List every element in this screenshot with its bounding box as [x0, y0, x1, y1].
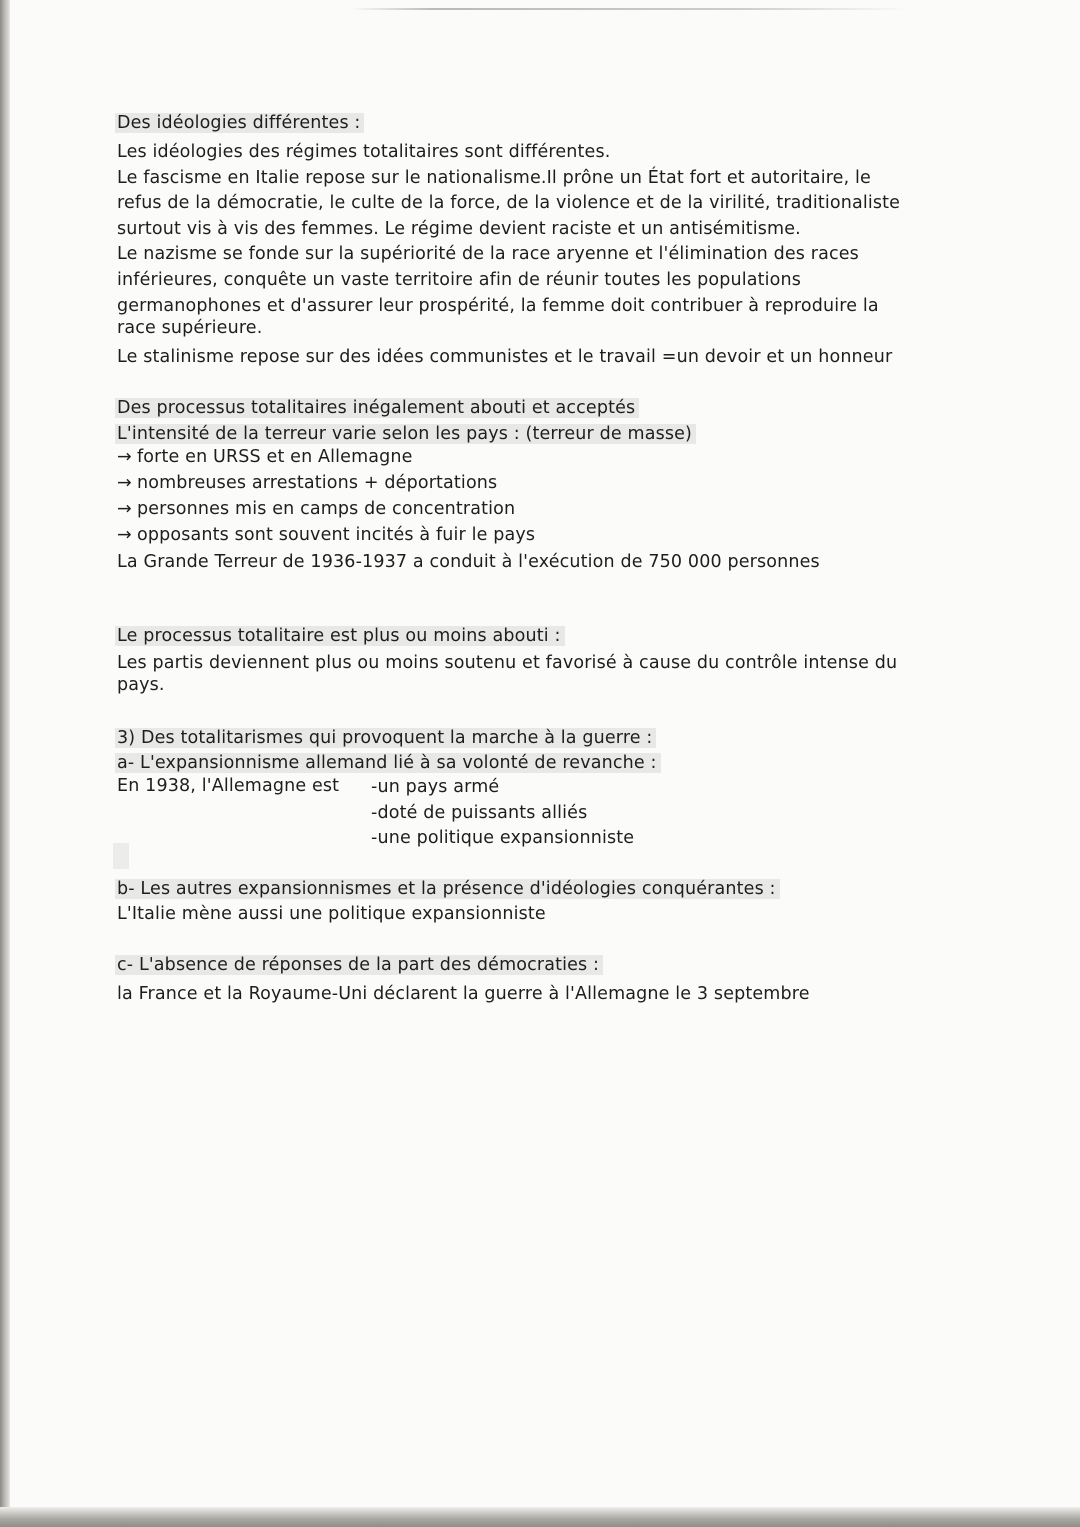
subsection-c-heading: [117, 953, 603, 977]
bullet-text: forte en URSS et en Allemagne: [137, 447, 413, 467]
heading-highlight: c- L'absence de réponses de la part des démocraties :: [115, 955, 603, 975]
bullet-text: nombreuses arrestations + déportations: [137, 473, 498, 493]
bullet-item: [117, 523, 535, 547]
arrow-icon: →: [117, 447, 132, 467]
list-item: -doté de puissants alliés: [371, 803, 588, 823]
section-ideologies-heading: [117, 111, 364, 135]
bullet-text: personnes mis en camps de concentration: [137, 499, 516, 519]
section-processus-intro: [117, 422, 696, 446]
subsection-b-heading: [117, 877, 780, 901]
heading-highlight: Des idéologies différentes :: [115, 113, 364, 133]
heading-highlight: Le processus totalitaire est plus ou moins abouti :: [115, 626, 565, 646]
arrow-icon: →: [117, 473, 132, 493]
list-item: -un pays armé: [371, 777, 500, 797]
bullet-item: [117, 445, 413, 469]
text-line: refus de la démocratie, le culte de la force, de la violence et de la virilité, traditionaliste: [117, 193, 901, 213]
bullet-item: [117, 497, 515, 521]
text-line: Le fascisme en Italie repose sur le nationalisme.Il prône un État fort et autoritaire, le: [117, 168, 871, 188]
text-line: inférieures, conquête un vaste territoire afin de réunir toutes les populations: [117, 270, 802, 290]
section-guerre-heading: [117, 726, 656, 750]
bullet-text: opposants sont souvent incités à fuir le pays: [137, 525, 536, 545]
bullet-item: [117, 471, 497, 495]
text-line: Le stalinisme repose sur des idées communistes et le travail =un devoir et un honneur: [117, 347, 893, 367]
subsection-a-heading: [117, 751, 661, 775]
text-line: la France et la Royaume-Uni déclarent la guerre à l'Allemagne le 3 septembre: [117, 984, 810, 1004]
heading-highlight: b- Les autres expansionnismes et la présence d'idéologies conquérantes :: [115, 879, 780, 899]
page-bottom-edge: [0, 1507, 1080, 1527]
arrow-icon: →: [117, 525, 132, 545]
text-line: La Grande Terreur de 1936-1937 a conduit à l'exécution de 750 000 personnes: [117, 552, 820, 572]
section-abouti-heading: [117, 624, 565, 648]
arrow-icon: →: [117, 499, 132, 519]
subsection-a-lead: En 1938, l'Allemagne est: [117, 776, 340, 796]
text-line: surtout vis à vis des femmes. Le régime devient raciste et un antisémitisme.: [117, 219, 801, 239]
margin-mark: [113, 843, 129, 869]
section-processus-heading: [117, 396, 639, 420]
heading-highlight: 3) Des totalitarismes qui provoquent la marche à la guerre :: [115, 728, 656, 748]
text-line: pays.: [117, 675, 165, 695]
text-line: Les idéologies des régimes totalitaires sont différentes.: [117, 142, 611, 162]
heading-highlight: a- L'expansionnisme allemand lié à sa volonté de revanche :: [115, 753, 661, 773]
text-line: Le nazisme se fonde sur la supériorité de la race aryenne et l'élimination des races: [117, 244, 859, 264]
intro-highlight: L'intensité de la terreur varie selon les pays : (terreur de masse): [115, 424, 696, 444]
text-line: L'Italie mène aussi une politique expansionniste: [117, 904, 546, 924]
text-line: Les partis deviennent plus ou moins soutenu et favorisé à cause du contrôle intense du: [117, 653, 898, 673]
list-item: -une politique expansionniste: [371, 828, 635, 848]
text-line: germanophones et d'assurer leur prospérité, la femme doit contribuer à reproduire la: [117, 296, 879, 316]
text-line: race supérieure.: [117, 318, 263, 338]
heading-highlight: Des processus totalitaires inégalement abouti et acceptés: [115, 398, 639, 418]
